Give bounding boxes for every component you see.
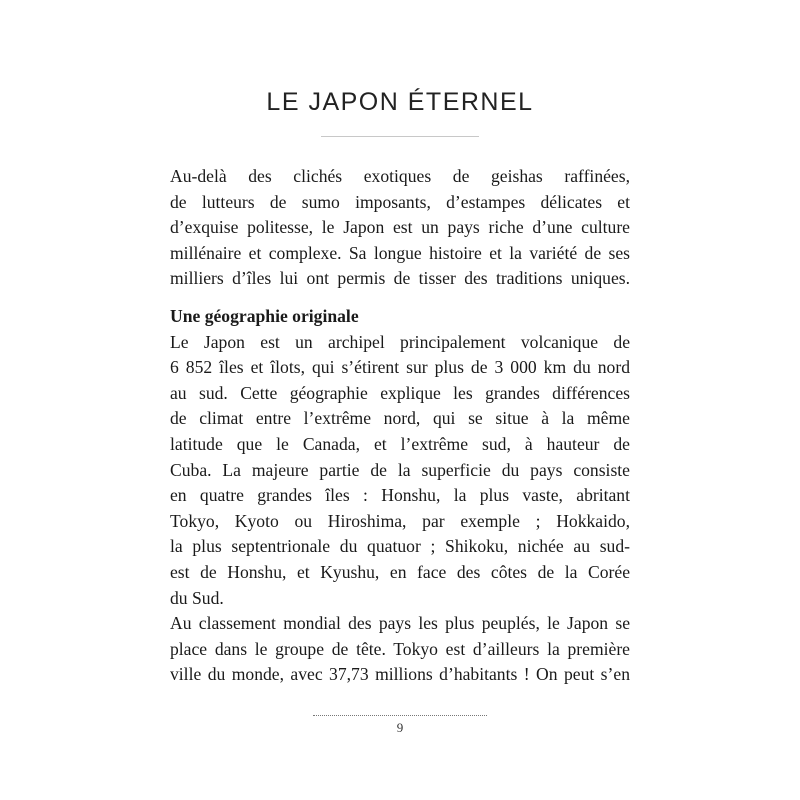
title-divider xyxy=(321,136,479,137)
text-line: milliers d’îles lui ont permis de tisser des traditions uniques. xyxy=(170,268,630,289)
text-line: au sud. Cette géographie explique les grandes différences xyxy=(170,382,630,403)
text-line: du Sud. xyxy=(170,587,224,608)
page-title: LE JAPON ÉTERNEL xyxy=(266,88,534,116)
text-line: la plus septentrionale du quatuor ; Shikoku, nichée au sud- xyxy=(170,536,630,557)
text-line: Cuba. La majeure partie de la superficie du pays consiste xyxy=(170,459,630,480)
text-line: d’exquise politesse, le Japon est un pays riche d’une culture xyxy=(170,217,630,238)
page-number: 9 xyxy=(396,720,404,735)
text-line: Tokyo, Kyoto ou Hiroshima, par exemple ; Hokkaido, xyxy=(170,510,630,531)
footer-divider xyxy=(313,715,487,716)
text-line: ville du monde, avec 37,73 millions d’habitants ! On peut s’en xyxy=(170,664,630,685)
text-line: de lutteurs de sumo imposants, d’estampes délicates et xyxy=(170,191,630,212)
text-line: place dans le groupe de tête. Tokyo est d’ailleurs la première xyxy=(170,638,630,659)
text-line: latitude que le Canada, et l’extrême sud, à hauteur de xyxy=(170,433,630,454)
geography-section xyxy=(170,304,630,688)
intro-paragraph xyxy=(170,164,630,292)
text-line: de climat entre l’extrême nord, qui se situe à la même xyxy=(170,408,630,429)
text-line: millénaire et complexe. Sa longue histoire et la variété de ses xyxy=(170,242,630,263)
text-line: Au classement mondial des pays les plus peuplés, le Japon se xyxy=(170,613,630,634)
section-heading: Une géographie originale xyxy=(170,306,359,326)
text-line: est de Honshu, et Kyushu, en face des côtes de la Corée xyxy=(170,561,630,582)
text-line: Le Japon est un archipel principalement volcanique de xyxy=(170,331,630,352)
text-line: en quatre grandes îles : Honshu, la plus vaste, abritant xyxy=(170,485,630,506)
text-line: Au-delà des clichés exotiques de geishas raffinées, xyxy=(170,166,630,186)
text-line: 6 852 îles et îlots, qui s’étirent sur plus de 3 000 km du nord xyxy=(170,357,630,378)
